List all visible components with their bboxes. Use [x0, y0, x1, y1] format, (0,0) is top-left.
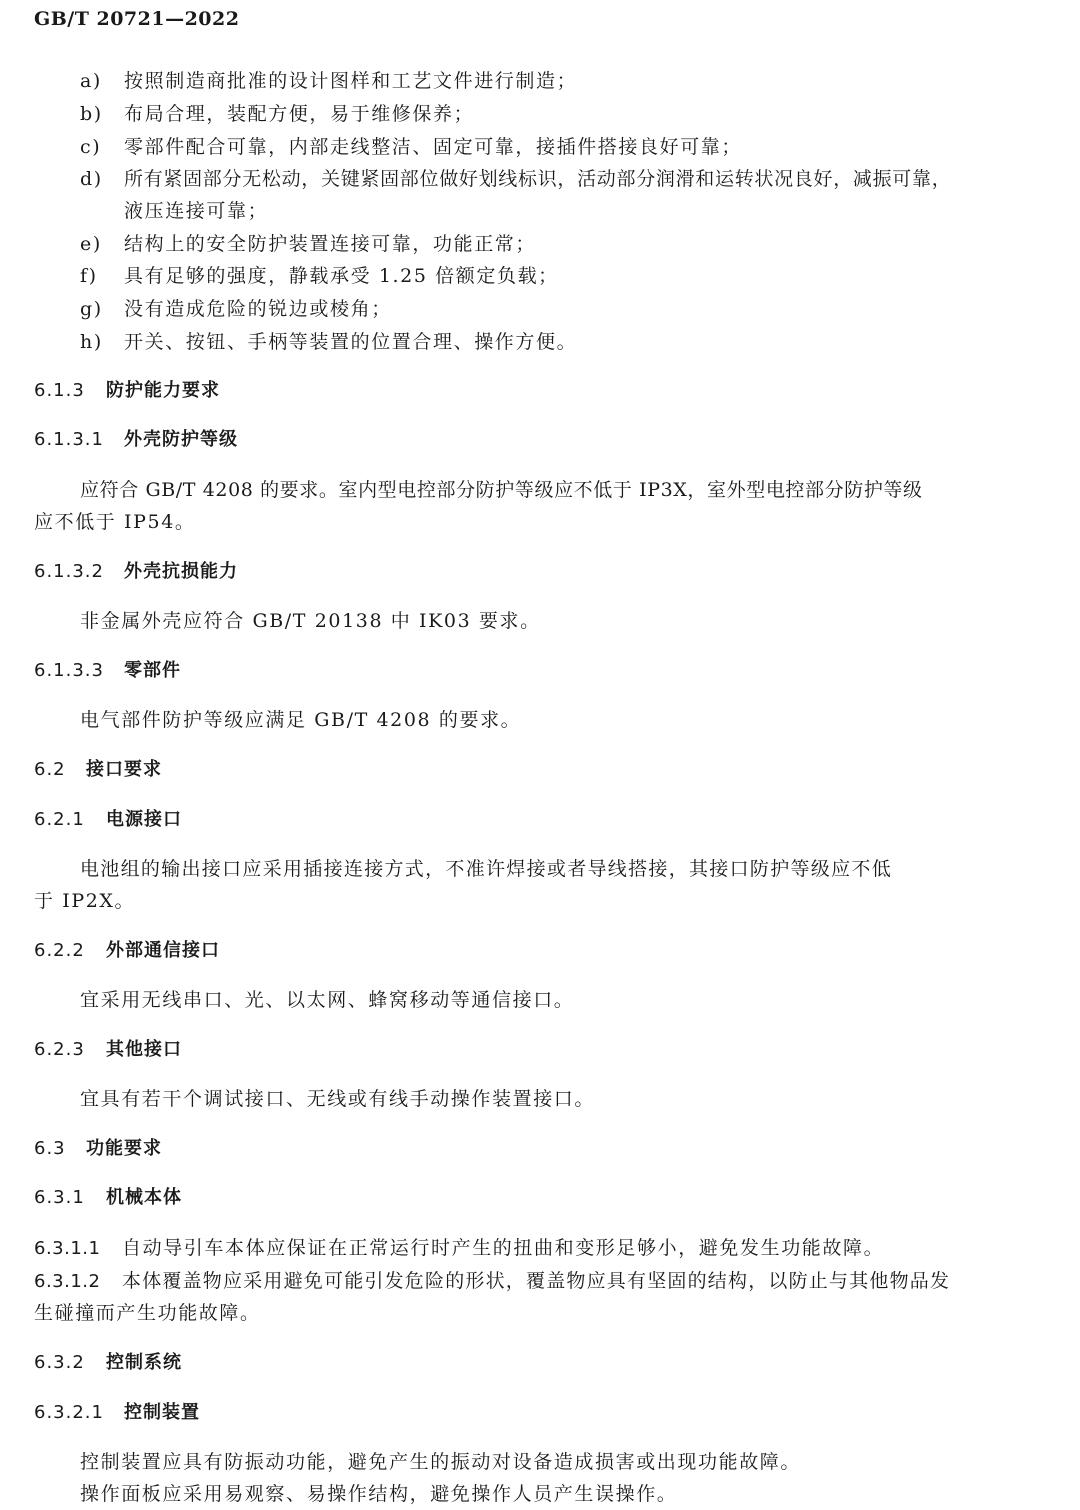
list-item-continuation: 液压连接可靠；: [124, 200, 269, 222]
section-title: 控制系统: [106, 1352, 182, 1373]
section-title: 接口要求: [86, 759, 162, 780]
paragraph-text: 自动导引车本体应保证在正常运行时产生的扭曲和变形足够小，避免发生功能故障。: [122, 1237, 885, 1259]
list-item: [80, 331, 577, 353]
section-number: 6.3.2: [34, 1352, 85, 1373]
list-item-label: c): [80, 136, 102, 158]
section-number: 6.3.1.1: [34, 1238, 101, 1259]
section-title: 控制装置: [124, 1402, 200, 1423]
section-heading: [34, 1039, 182, 1061]
list-item-text: 所有紧固部分无松动，关键紧固部位做好划线标识，活动部分润滑和运转状况良好，减振可靠，: [124, 168, 952, 190]
list-item: [80, 233, 536, 255]
section-heading: [34, 429, 238, 451]
document-header: GB/T 20721—2022: [34, 8, 240, 30]
section-heading: [34, 759, 162, 781]
list-item-text: 零部件配合可靠，内部走线整洁、固定可靠，接插件搭接良好可靠；: [124, 136, 743, 158]
paragraph-line: 非金属外壳应符合 GB/T 20138 中 IK03 要求。: [80, 610, 541, 632]
section-title: 外部通信接口: [106, 940, 220, 961]
section-number: 6.1.3.1: [34, 429, 104, 450]
section-number: 6.2.1: [34, 809, 85, 830]
section-number: 6.3.1: [34, 1187, 85, 1208]
list-item-text: 具有足够的强度，静载承受 1.25 倍额定负载；: [124, 265, 559, 287]
paragraph-line: 应不低于 IP54。: [34, 511, 196, 533]
section-number: 6.3.1.2: [34, 1271, 101, 1292]
section-heading: [34, 380, 220, 402]
section-number: 6.1.3.3: [34, 660, 104, 681]
list-item-label: e): [80, 233, 102, 255]
list-item-label: h): [80, 331, 103, 353]
paragraph-line: 应符合 GB/T 4208 的要求。室内型电控部分防护等级应不低于 IP3X，室外型电控部分防护等级: [80, 479, 923, 501]
section-title: 外壳抗损能力: [124, 561, 238, 582]
section-title: 电源接口: [106, 809, 182, 830]
section-heading: [34, 660, 181, 682]
paragraph-line: 宜采用无线串口、光、以太网、蜂窝移动等通信接口。: [80, 989, 575, 1011]
section-title: 外壳防护等级: [124, 429, 238, 450]
paragraph-line: 电气部件防护等级应满足 GB/T 4208 的要求。: [80, 709, 522, 731]
list-item-label: a): [80, 70, 102, 92]
section-heading: [34, 940, 220, 962]
list-item-label: f): [80, 265, 98, 287]
paragraph-line: 生碰撞而产生功能故障。: [34, 1302, 261, 1324]
list-item-label: g): [80, 298, 103, 320]
section-heading: [34, 1402, 200, 1424]
list-item: [80, 168, 951, 190]
list-item-label: d): [80, 168, 103, 190]
section-number: 6.3: [34, 1138, 66, 1159]
paragraph-line: 操作面板应采用易观察、易操作结构，避免操作人员产生误操作。: [80, 1483, 678, 1505]
list-item: [80, 103, 474, 125]
paragraph-line: 宜具有若干个调试接口、无线或有线手动操作装置接口。: [80, 1088, 596, 1110]
list-item-text: 布局合理，装配方便，易于维修保养；: [124, 103, 475, 125]
paragraph-line: 电池组的输出接口应采用插接连接方式，不准许焊接或者导线搭接，其接口防护等级应不低: [80, 858, 893, 880]
section-number: 6.3.2.1: [34, 1402, 104, 1423]
section-heading: [34, 809, 182, 831]
list-item: [80, 70, 577, 92]
section-number: 6.1.3: [34, 380, 85, 401]
section-title: 机械本体: [106, 1187, 182, 1208]
list-item-label: b): [80, 103, 103, 125]
section-heading: [34, 1138, 162, 1160]
paragraph-text: 本体覆盖物应采用避免可能引发危险的形状，覆盖物应具有坚固的结构，以防止与其他物品发: [122, 1270, 951, 1292]
section-number: 6.2.2: [34, 940, 85, 961]
list-item-text: 开关、按钮、手柄等装置的位置合理、操作方便。: [124, 331, 578, 353]
list-item-text: 按照制造商批准的设计图样和工艺文件进行制造；: [124, 70, 578, 92]
section-heading: [34, 1352, 182, 1374]
list-item: [80, 265, 559, 287]
list-item: [80, 136, 742, 158]
section-title: 零部件: [124, 660, 181, 681]
list-item: [80, 298, 392, 320]
section-title: 功能要求: [86, 1138, 162, 1159]
section-heading: [34, 1187, 182, 1209]
paragraph-line: 控制装置应具有防振动功能，避免产生的振动对设备造成损害或出现功能故障。: [80, 1451, 802, 1473]
list-item-text: 结构上的安全防护装置连接可靠，功能正常；: [124, 233, 537, 255]
section-title: 防护能力要求: [106, 380, 220, 401]
numbered-paragraph: [34, 1237, 884, 1260]
section-heading: [34, 561, 238, 583]
paragraph-line: 于 IP2X。: [34, 890, 136, 912]
section-number: 6.2: [34, 759, 66, 780]
section-number: 6.2.3: [34, 1039, 85, 1060]
list-item-text: 没有造成危险的锐边或棱角；: [124, 298, 392, 320]
section-title: 其他接口: [106, 1039, 182, 1060]
numbered-paragraph: [34, 1270, 950, 1293]
section-number: 6.1.3.2: [34, 561, 104, 582]
